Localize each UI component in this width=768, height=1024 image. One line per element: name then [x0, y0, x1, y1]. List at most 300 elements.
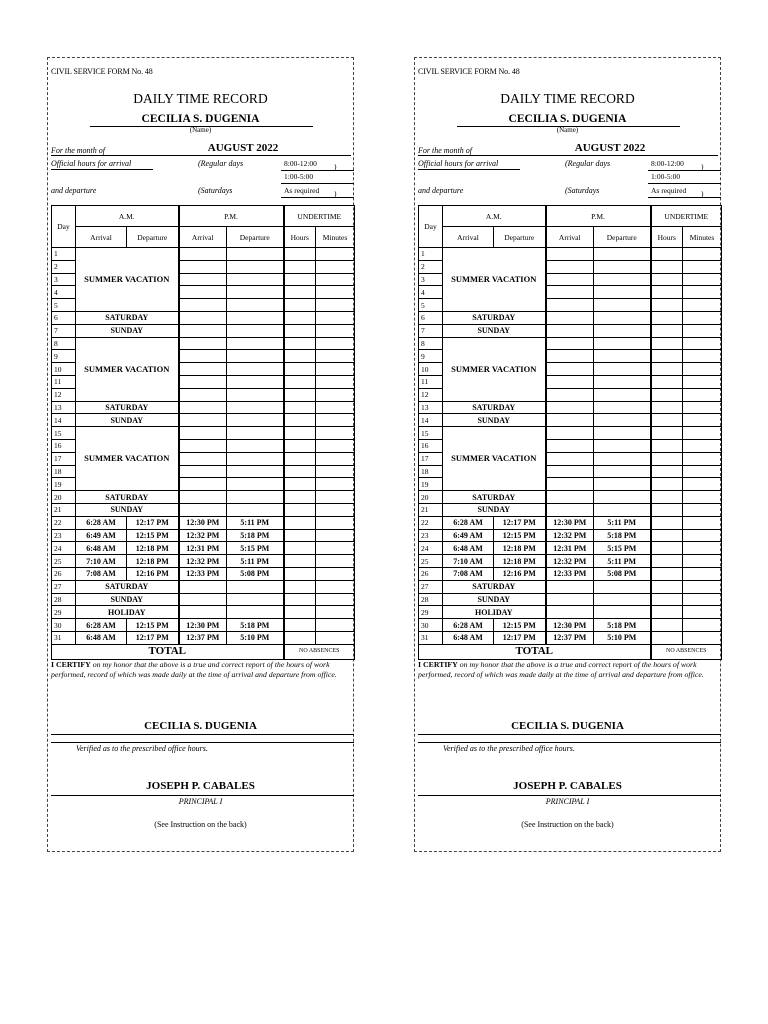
- undertime-hours-cell: [651, 542, 683, 555]
- pm-arrival-cell: [179, 388, 227, 401]
- table-row: [419, 516, 722, 529]
- pm-departure-cell: [594, 401, 651, 414]
- am-arrival-time: 6:28 AM: [76, 619, 127, 632]
- day-number: 12: [419, 388, 443, 401]
- day-number: 17: [52, 452, 76, 465]
- pm-arrival-cell: [546, 593, 594, 606]
- day-number: 9: [419, 350, 443, 363]
- am-arrival-time: 7:08 AM: [443, 567, 494, 580]
- undertime-minutes-cell: [316, 388, 355, 401]
- hours-underline-2: [281, 183, 354, 184]
- certify-lead: I CERTIFY: [51, 660, 91, 669]
- day-number: 16: [52, 439, 76, 452]
- pm-departure-time: 5:18 PM: [227, 529, 284, 542]
- undertime-hours-cell: [284, 503, 316, 516]
- and-departure-label: and departure: [51, 186, 97, 195]
- undertime-hours-cell: [284, 375, 316, 388]
- table-row: [419, 580, 722, 593]
- table-row: [52, 593, 355, 606]
- day-number: 14: [52, 414, 76, 427]
- undertime-hours-cell: [284, 260, 316, 273]
- day-status-label: SATURDAY: [443, 311, 546, 324]
- undertime-minutes-cell: [683, 439, 722, 452]
- undertime-hours-cell: [651, 439, 683, 452]
- day-header: Day: [52, 206, 76, 248]
- pm-arrival-cell: [179, 299, 227, 312]
- am-arrival-header: Arrival: [443, 227, 494, 248]
- undertime-hours-cell: [284, 286, 316, 299]
- day-number: 28: [52, 593, 76, 606]
- am-arrival-time: 7:08 AM: [76, 567, 127, 580]
- day-number: 24: [52, 542, 76, 555]
- day-number: 3: [419, 273, 443, 286]
- day-number: 28: [419, 593, 443, 606]
- undertime-minutes-cell: [683, 452, 722, 465]
- pm-arrival-time: 12:32 PM: [546, 555, 594, 568]
- pm-departure-cell: [227, 452, 284, 465]
- undertime-hours-cell: [284, 350, 316, 363]
- undertime-minutes-cell: [316, 401, 355, 414]
- undertime-minutes-cell: [316, 452, 355, 465]
- hours-underline-3: [281, 197, 354, 198]
- summer-vacation-label: SUMMER VACATION: [451, 363, 537, 374]
- undertime-hours-cell: [284, 388, 316, 401]
- pm-arrival-cell: [179, 324, 227, 337]
- undertime-hours-cell: [284, 311, 316, 324]
- undertime-minutes-cell: [316, 555, 355, 568]
- pm-departure-cell: [227, 414, 284, 427]
- pm-departure-cell: [594, 452, 651, 465]
- pm-departure-cell: [227, 324, 284, 337]
- regular-days-label: (Regular days: [565, 159, 611, 168]
- certify-body: on my honor that the above is a true and correct report of the hours of work performed, record of which was made daily at the time of arrival and departure from office.: [51, 660, 337, 679]
- summer-vacation-label: SUMMER VACATION: [451, 273, 537, 284]
- am-header: A.M.: [76, 206, 179, 227]
- undertime-hours-cell: [651, 427, 683, 440]
- total-label: TOTAL: [52, 644, 284, 659]
- day-number: 5: [419, 299, 443, 312]
- pm-arrival-cell: [179, 427, 227, 440]
- summer-vacation-block: [443, 248, 546, 312]
- summer-vacation-label: SUMMER VACATION: [451, 453, 537, 464]
- undertime-minutes-cell: [316, 503, 355, 516]
- undertime-minutes-cell: [316, 478, 355, 491]
- pm-departure-time: 5:08 PM: [227, 567, 284, 580]
- hours-underline-left: [418, 169, 520, 170]
- pm-arrival-header: Arrival: [546, 227, 594, 248]
- undertime-hours-cell: [651, 491, 683, 504]
- undertime-minutes-header: Minutes: [683, 227, 722, 248]
- day-number: 10: [52, 363, 76, 376]
- saturdays-label: (Saturdays: [565, 186, 600, 195]
- pm-departure-cell: [594, 273, 651, 286]
- day-number: 18: [419, 465, 443, 478]
- table-row: [52, 401, 355, 414]
- undertime-minutes-cell: [683, 593, 722, 606]
- undertime-hours-cell: [284, 324, 316, 337]
- verified-text: Verified as to the prescribed office hours.: [76, 744, 208, 753]
- pm-departure-cell: [227, 363, 284, 376]
- undertime-hours-cell: [284, 273, 316, 286]
- undertime-minutes-cell: [316, 273, 355, 286]
- pm-arrival-cell: [179, 375, 227, 388]
- undertime-hours-cell: [651, 529, 683, 542]
- undertime-hours-cell: [651, 363, 683, 376]
- undertime-minutes-cell: [683, 555, 722, 568]
- signature-line-2: [418, 742, 721, 743]
- paren-1: ): [701, 162, 704, 171]
- undertime-minutes-cell: [683, 503, 722, 516]
- pm-arrival-cell: [179, 491, 227, 504]
- table-row: [52, 337, 355, 350]
- day-number: 14: [419, 414, 443, 427]
- pm-arrival-cell: [179, 350, 227, 363]
- day-number: 29: [419, 606, 443, 619]
- undertime-hours-cell: [284, 427, 316, 440]
- undertime-minutes-cell: [316, 324, 355, 337]
- day-number: 2: [419, 260, 443, 273]
- day-number: 13: [419, 401, 443, 414]
- undertime-minutes-cell: [316, 375, 355, 388]
- table-row: [52, 555, 355, 568]
- undertime-header: UNDERTIME: [284, 206, 355, 227]
- undertime-minutes-cell: [316, 260, 355, 273]
- undertime-minutes-cell: [683, 542, 722, 555]
- principal-line: [51, 795, 354, 796]
- day-number: 7: [52, 324, 76, 337]
- pm-departure-cell: [227, 503, 284, 516]
- pm-arrival-cell: [179, 363, 227, 376]
- pm-arrival-time: 12:37 PM: [546, 631, 594, 644]
- table-row: [52, 503, 355, 516]
- pm-arrival-time: 12:30 PM: [179, 619, 227, 632]
- for-month-label: For the month of: [418, 146, 472, 155]
- day-number: 11: [419, 375, 443, 388]
- undertime-hours-cell: [651, 375, 683, 388]
- undertime-minutes-cell: [683, 273, 722, 286]
- day-number: 15: [419, 427, 443, 440]
- pm-departure-cell: [227, 593, 284, 606]
- undertime-minutes-cell: [683, 478, 722, 491]
- undertime-minutes-cell: [683, 375, 722, 388]
- pm-departure-cell: [594, 375, 651, 388]
- undertime-hours-header: Hours: [651, 227, 683, 248]
- am-arrival-time: 7:10 AM: [443, 555, 494, 568]
- pm-departure-cell: [227, 273, 284, 286]
- undertime-hours-cell: [651, 414, 683, 427]
- am-departure-time: 12:17 PM: [494, 631, 546, 644]
- pm-departure-time: 5:18 PM: [594, 619, 651, 632]
- pm-arrival-cell: [179, 248, 227, 261]
- undertime-minutes-cell: [683, 567, 722, 580]
- pm-departure-time: 5:10 PM: [227, 631, 284, 644]
- day-number: 27: [52, 580, 76, 593]
- undertime-minutes-cell: [683, 286, 722, 299]
- pm-departure-cell: [594, 503, 651, 516]
- undertime-minutes-cell: [316, 286, 355, 299]
- pm-arrival-time: 12:32 PM: [179, 529, 227, 542]
- pm-departure-cell: [594, 260, 651, 273]
- pm-arrival-cell: [546, 337, 594, 350]
- form-number: CIVIL SERVICE FORM No. 48: [418, 67, 520, 76]
- hours-underline-3: [648, 197, 721, 198]
- pm-departure-cell: [227, 337, 284, 350]
- am-arrival-time: 6:48 AM: [76, 542, 127, 555]
- pm-departure-header: Departure: [227, 227, 284, 248]
- table-row: [52, 606, 355, 619]
- undertime-hours-cell: [284, 542, 316, 555]
- pm-departure-cell: [594, 580, 651, 593]
- undertime-hours-cell: [651, 248, 683, 261]
- day-status-label: SUNDAY: [76, 324, 179, 337]
- principal-title: PRINCIPAL I: [178, 797, 223, 806]
- table-row: [419, 324, 722, 337]
- pm-departure-cell: [594, 593, 651, 606]
- day-number: 11: [52, 375, 76, 388]
- undertime-hours-cell: [651, 593, 683, 606]
- pm-departure-cell: [227, 427, 284, 440]
- hours-am: 8:00-12:00: [651, 159, 684, 168]
- undertime-hours-cell: [284, 248, 316, 261]
- undertime-hours-cell: [284, 491, 316, 504]
- am-departure-time: 12:17 PM: [127, 516, 179, 529]
- undertime-hours-cell: [284, 478, 316, 491]
- pm-arrival-cell: [179, 503, 227, 516]
- regular-days-label: (Regular days: [198, 159, 244, 168]
- undertime-minutes-cell: [683, 337, 722, 350]
- employee-signature-name: CECILIA S. DUGENIA: [511, 720, 624, 732]
- summer-vacation-label: SUMMER VACATION: [84, 363, 170, 374]
- undertime-minutes-cell: [316, 593, 355, 606]
- saturdays-label: (Saturdays: [198, 186, 233, 195]
- table-row: [419, 606, 722, 619]
- pm-departure-cell: [594, 248, 651, 261]
- pm-arrival-cell: [546, 363, 594, 376]
- day-number: 7: [419, 324, 443, 337]
- pm-departure-cell: [594, 363, 651, 376]
- pm-departure-time: 5:11 PM: [594, 555, 651, 568]
- undertime-minutes-cell: [683, 248, 722, 261]
- pm-arrival-time: 12:37 PM: [179, 631, 227, 644]
- principal-name: JOSEPH P. CABALES: [513, 780, 622, 792]
- form-title: DAILY TIME RECORD: [133, 91, 268, 106]
- day-number: 18: [52, 465, 76, 478]
- undertime-hours-cell: [651, 350, 683, 363]
- pm-departure-time: 5:08 PM: [594, 567, 651, 580]
- pm-departure-time: 5:10 PM: [594, 631, 651, 644]
- am-departure-time: 12:15 PM: [127, 619, 179, 632]
- day-number: 6: [52, 311, 76, 324]
- undertime-hours-cell: [284, 606, 316, 619]
- day-number: 15: [52, 427, 76, 440]
- hours-underline-1: [281, 170, 354, 171]
- table-row: [419, 619, 722, 632]
- am-arrival-time: 6:48 AM: [443, 631, 494, 644]
- undertime-hours-cell: [651, 580, 683, 593]
- month-underline: [418, 155, 718, 156]
- undertime-hours-cell: [651, 555, 683, 568]
- table-row: [419, 542, 722, 555]
- am-departure-time: 12:18 PM: [127, 555, 179, 568]
- summer-vacation-label: SUMMER VACATION: [84, 273, 170, 284]
- undertime-hours-cell: [651, 299, 683, 312]
- undertime-minutes-cell: [316, 619, 355, 632]
- undertime-hours-cell: [651, 631, 683, 644]
- summer-vacation-block: [76, 337, 179, 401]
- pm-arrival-time: 12:30 PM: [179, 516, 227, 529]
- table-row: [419, 427, 722, 440]
- pm-departure-cell: [594, 478, 651, 491]
- and-departure-label: and departure: [418, 186, 464, 195]
- am-departure-time: 12:18 PM: [127, 542, 179, 555]
- table-row: [52, 324, 355, 337]
- undertime-minutes-cell: [683, 631, 722, 644]
- undertime-minutes-cell: [316, 606, 355, 619]
- pm-arrival-cell: [546, 503, 594, 516]
- pm-arrival-cell: [546, 375, 594, 388]
- am-departure-time: 12:16 PM: [494, 567, 546, 580]
- table-row: [52, 516, 355, 529]
- pm-arrival-cell: [546, 311, 594, 324]
- principal-line: [418, 795, 721, 796]
- am-departure-time: 12:15 PM: [127, 529, 179, 542]
- month-value: AUGUST 2022: [574, 142, 646, 154]
- summer-vacation-block: [443, 427, 546, 491]
- pm-departure-cell: [594, 491, 651, 504]
- day-number: 19: [52, 478, 76, 491]
- summer-vacation-block: [76, 427, 179, 491]
- am-departure-time: 12:17 PM: [494, 516, 546, 529]
- summer-vacation-block: [76, 248, 179, 312]
- paren-2: ): [334, 189, 337, 198]
- am-departure-header: Departure: [127, 227, 179, 248]
- certification-text: [51, 660, 351, 679]
- am-arrival-time: 6:49 AM: [76, 529, 127, 542]
- time-record-table: [418, 205, 722, 660]
- pm-arrival-time: 12:31 PM: [546, 542, 594, 555]
- pm-departure-cell: [594, 337, 651, 350]
- day-number: 19: [419, 478, 443, 491]
- undertime-minutes-cell: [316, 439, 355, 452]
- principal-name: JOSEPH P. CABALES: [146, 780, 255, 792]
- table-row: [419, 529, 722, 542]
- am-departure-time: 12:18 PM: [494, 555, 546, 568]
- undertime-hours-cell: [651, 452, 683, 465]
- pm-arrival-cell: [546, 580, 594, 593]
- undertime-hours-cell: [284, 567, 316, 580]
- official-hours-label: Official hours for arrival: [418, 159, 499, 168]
- pm-departure-cell: [227, 401, 284, 414]
- table-row: [419, 401, 722, 414]
- day-status-label: SUNDAY: [443, 414, 546, 427]
- pm-departure-time: 5:18 PM: [227, 619, 284, 632]
- day-number: 8: [52, 337, 76, 350]
- day-status-label: SUNDAY: [76, 503, 179, 516]
- undertime-hours-cell: [284, 414, 316, 427]
- day-status-label: SATURDAY: [76, 580, 179, 593]
- pm-arrival-time: 12:32 PM: [546, 529, 594, 542]
- table-row: [52, 529, 355, 542]
- table-row: [52, 631, 355, 644]
- pm-arrival-cell: [179, 260, 227, 273]
- undertime-minutes-cell: [316, 248, 355, 261]
- pm-arrival-time: 12:30 PM: [546, 516, 594, 529]
- day-number: 4: [419, 286, 443, 299]
- table-row: [52, 567, 355, 580]
- day-status-label: HOLIDAY: [76, 606, 179, 619]
- pm-departure-cell: [227, 350, 284, 363]
- undertime-hours-cell: [284, 516, 316, 529]
- table-row: [419, 555, 722, 568]
- undertime-hours-cell: [651, 619, 683, 632]
- pm-arrival-cell: [179, 593, 227, 606]
- verified-text: Verified as to the prescribed office hours.: [443, 744, 575, 753]
- pm-departure-time: 5:11 PM: [227, 516, 284, 529]
- day-number: 26: [52, 567, 76, 580]
- undertime-minutes-cell: [683, 619, 722, 632]
- pm-arrival-cell: [546, 324, 594, 337]
- day-number: 24: [419, 542, 443, 555]
- day-number: 27: [419, 580, 443, 593]
- pm-departure-cell: [594, 324, 651, 337]
- pm-arrival-cell: [546, 452, 594, 465]
- pm-departure-cell: [594, 286, 651, 299]
- am-arrival-time: 6:28 AM: [76, 516, 127, 529]
- certification-text: [418, 660, 718, 679]
- table-row: [52, 580, 355, 593]
- undertime-hours-cell: [651, 401, 683, 414]
- undertime-hours-cell: [651, 516, 683, 529]
- undertime-hours-cell: [651, 567, 683, 580]
- pm-departure-cell: [227, 248, 284, 261]
- day-number: 6: [419, 311, 443, 324]
- day-status-label: SATURDAY: [76, 401, 179, 414]
- am-departure-time: 12:17 PM: [127, 631, 179, 644]
- table-row: [419, 248, 722, 261]
- day-number: 22: [52, 516, 76, 529]
- signature-line-1: [51, 734, 354, 735]
- day-number: 25: [419, 555, 443, 568]
- dtr-form-right: [414, 57, 721, 852]
- pm-departure-cell: [594, 465, 651, 478]
- undertime-minutes-cell: [316, 363, 355, 376]
- pm-arrival-cell: [546, 439, 594, 452]
- total-value: NO ABSENCES: [284, 644, 355, 659]
- employee-name: CECILIA S. DUGENIA: [141, 113, 260, 125]
- day-number: 26: [419, 567, 443, 580]
- pm-departure-cell: [227, 260, 284, 273]
- undertime-hours-cell: [284, 580, 316, 593]
- signature-line-1: [418, 734, 721, 735]
- day-number: 29: [52, 606, 76, 619]
- pm-arrival-cell: [179, 273, 227, 286]
- undertime-hours-cell: [284, 619, 316, 632]
- day-number: 4: [52, 286, 76, 299]
- pm-arrival-cell: [546, 350, 594, 363]
- day-status-label: SUNDAY: [76, 593, 179, 606]
- am-arrival-time: 7:10 AM: [76, 555, 127, 568]
- undertime-hours-cell: [284, 401, 316, 414]
- undertime-hours-cell: [651, 388, 683, 401]
- table-row: [419, 567, 722, 580]
- pm-arrival-cell: [179, 414, 227, 427]
- day-status-label: SATURDAY: [443, 580, 546, 593]
- am-arrival-time: 6:49 AM: [443, 529, 494, 542]
- hours-underline-left: [51, 169, 153, 170]
- undertime-minutes-cell: [316, 337, 355, 350]
- undertime-minutes-cell: [683, 401, 722, 414]
- pm-arrival-cell: [179, 465, 227, 478]
